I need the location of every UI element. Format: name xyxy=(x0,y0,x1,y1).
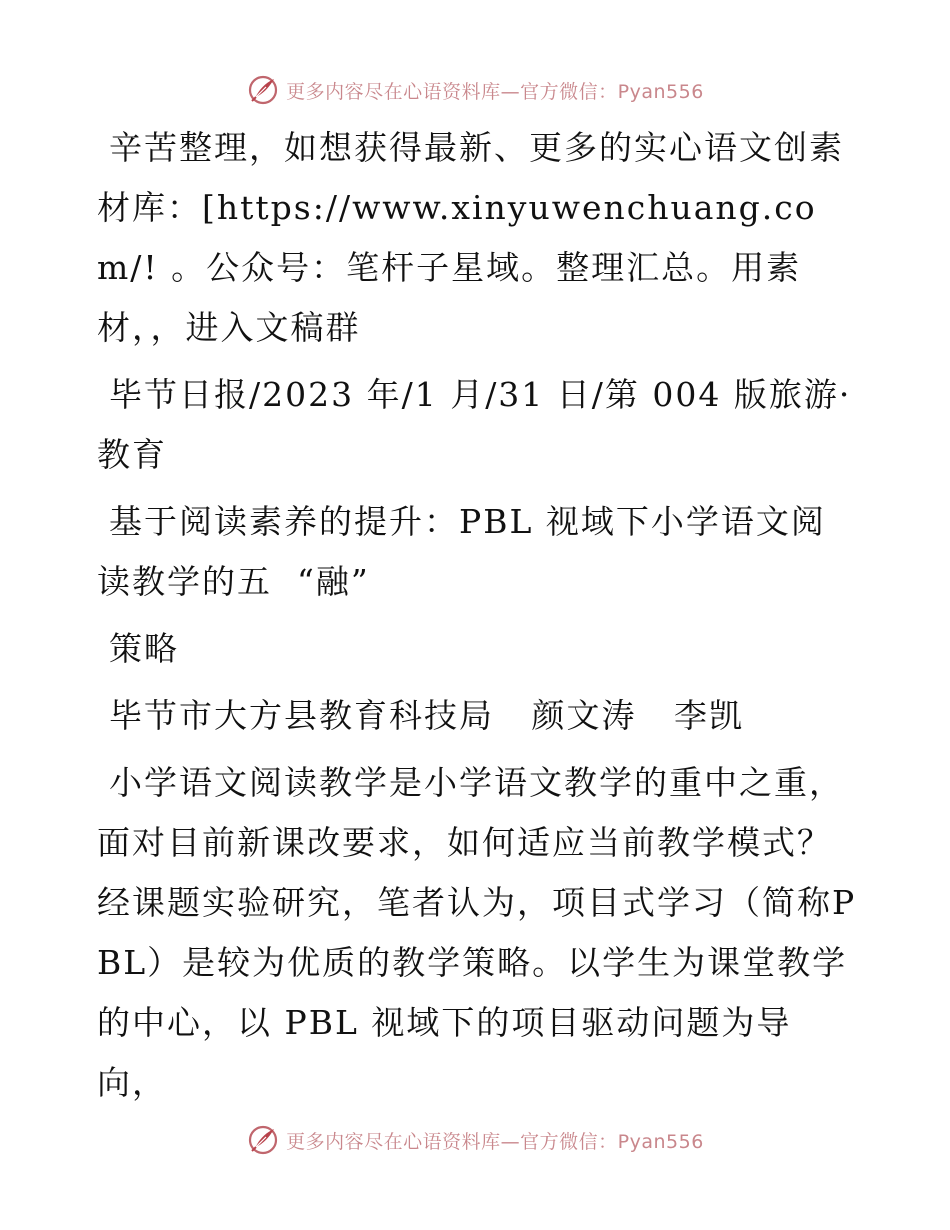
pen-feather-logo-icon xyxy=(246,1123,280,1157)
watermark-text: 更多内容尽在心语资料库—官方微信：Pyan556 xyxy=(286,80,704,103)
pen-feather-logo-icon xyxy=(246,73,280,107)
document-body xyxy=(97,118,857,1113)
footer-watermark xyxy=(0,1120,950,1160)
header-watermark xyxy=(0,70,950,110)
watermark-text: 更多内容尽在心语资料库—官方微信：Pyan556 xyxy=(286,1130,704,1153)
body-paragraph: 小学语文阅读教学是小学语文教学的重中之重，面对目前新课改要求，如何适应当前教学模式？经课题实验研究，笔者认为，项目式学习（简称PBL）是较为优质的教学策略。以学生为课堂教学的中心，以 PBL 视域下的项目驱动问题为导向， xyxy=(97,763,857,1102)
article-title-continued: 策略 xyxy=(109,629,179,668)
source-line: 毕节日报/2023 年/1 月/31 日/第 004 版旅游·教育 xyxy=(97,375,852,474)
intro-paragraph: 辛苦整理，如想获得最新、更多的实心语文创素材库：[https://www.xinyuwenchuang.com/! 。公众号：笔杆子星域。整理汇总。用素材，，进入文稿群 xyxy=(97,128,844,347)
author-line: 毕节市大方县教育科技局 颜文涛 李凯 xyxy=(109,696,744,735)
article-title: 基于阅读素养的提升：PBL 视域下小学语文阅读教学的五 “融” xyxy=(97,502,826,601)
